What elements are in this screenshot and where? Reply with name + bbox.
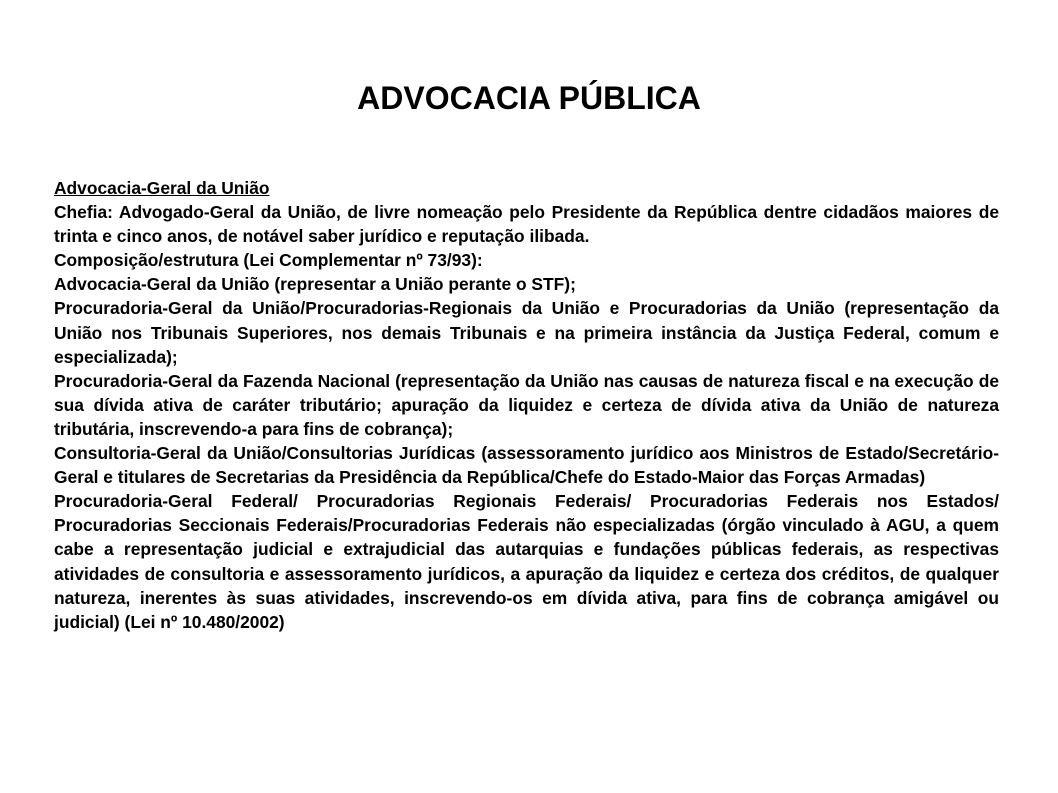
- paragraph-cgu: Consultoria-Geral da União/Consultorias Jurídicas (assessoramento jurídico aos Ministros de Estado/Secretário-Geral e titulares de Secretarias da Presidência da República/Chefe do Estado-Maior das Forças Armadas): [54, 443, 999, 488]
- slide-title: ADVOCACIA PÚBLICA: [357, 80, 701, 116]
- paragraph-pgfn: Procuradoria-Geral da Fazenda Nacional (representação da União nas causas de natureza fiscal e na execução de sua dívida ativa de caráter tributário; apuração da liquidez e certeza de dívida ativa da União de natureza tributária, inscrevendo-a para fins de cobrança);: [54, 370, 999, 439]
- paragraph-pgu: Procuradoria-Geral da União/Procuradorias-Regionais da União e Procuradorias da União (representação da União nos Tribunais Superiores, nos demais Tribunais e na primeira instância da Justiça Federal, comum e especializada);: [54, 298, 999, 367]
- paragraph-composicao: Composição/estrutura (Lei Complementar nº 73/93):: [54, 250, 483, 271]
- paragraph-agu: Advocacia-Geral da União (representar a União perante o STF);: [54, 274, 576, 295]
- slide-body: [54, 176, 999, 634]
- paragraph-chefia: Chefia: Advogado-Geral da União, de livre nomeação pelo Presidente da República dentre cidadãos maiores de trinta e cinco anos, de notável saber jurídico e reputação ilibada.: [54, 202, 999, 247]
- section-heading: Advocacia-Geral da União: [54, 178, 270, 198]
- paragraph-pgf: Procuradoria-Geral Federal/ Procuradorias Regionais Federais/ Procuradorias Federais nos Estados/ Procuradorias Seccionais Federais/Procuradorias Federais não especializadas (órgão vinculado à AGU, a quem cabe a representação judicial e extrajudicial das autarquias e fundações públicas federais, as respectivas atividades de consultoria e assessoramento jurídicos, a apuração da liquidez e certeza dos créditos, de qualquer natureza, inerentes às suas atividades, inscrevendo-os em dívida ativa, para fins de cobrança amigável ou judicial) (Lei nº 10.480/2002): [54, 491, 999, 632]
